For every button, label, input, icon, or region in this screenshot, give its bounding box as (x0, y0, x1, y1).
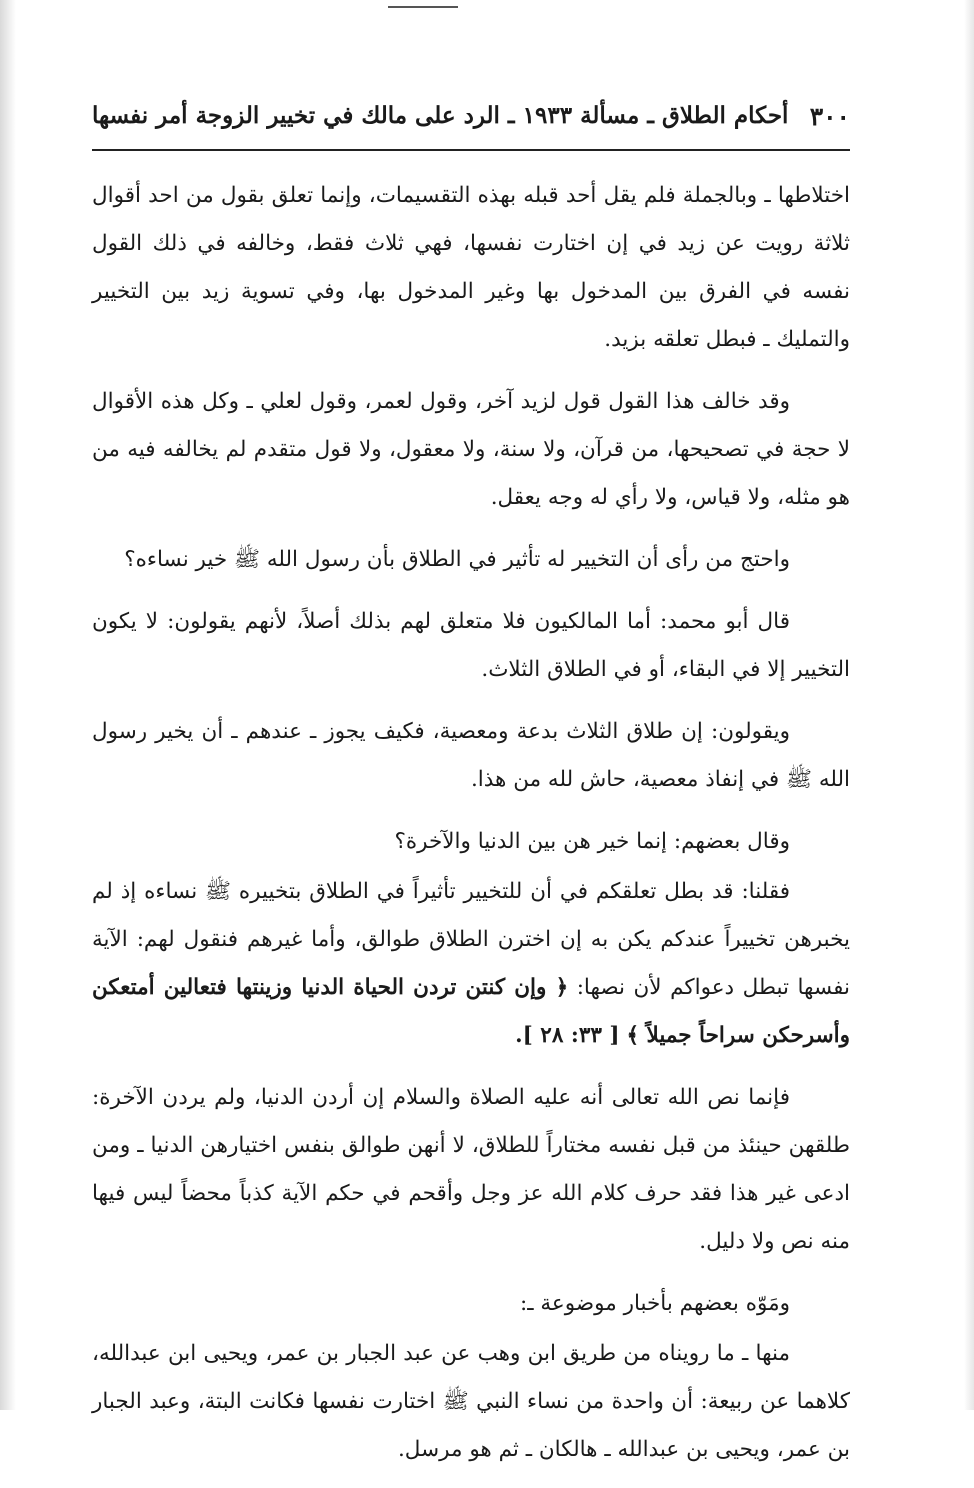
paragraph-text: فقلنا: قد بطل تعلقكم في أن للتخيير تأثيراً في الطلاق بتخييره ﷺ نساءه إذ لم يخبرهن تخييراً عندكم يكن به إن اخترن الطلاق طوالق، وأما غيرهم فنقول لهم: الآية نفسها تبطل دعواكم لأن نصها: (92, 879, 851, 1000)
paragraph: وقال بعضهم: إنما خير هن بين الدنيا والآخرة؟ (394, 829, 790, 854)
verse-reference: [ ٣٣: ٢٨ ]. (515, 1023, 620, 1048)
scan-left-edge (0, 0, 16, 1410)
paragraph: ومَوّه بعضهم بأخبار موضوعة ـ: (520, 1291, 790, 1316)
scan-right-edge (964, 0, 974, 1410)
page-number: ٣٠٠ (809, 102, 850, 131)
header-rule (92, 149, 850, 151)
paragraph: منها ـ ما رويناه من طريق ابن وهب عن عبد الجبار بن عمر، ويحيى ابن عبدالله، كلاهما عن ربيعة: أن واحدة من نساء النبي ﷺ اختارت نفسها فكانت البتة، وعبد الجبار بن عمر، ويحيى بن عبدالله ـ هالكان ـ ثم هو مرسل. (92, 1341, 850, 1462)
paragraph: اختلاطها ـ وبالجملة فلم يقل أحد قبله بهذه التقسيمات، وإنما تعلق بقول من احد أقوال ثلاثة رويت عن زيد في إن اختارت نفسها، فهي ثلاث فقط، وخالفه في ذلك القول نفسه في الفرق بين المدخول بها وغير المدخول بها، وفي تسوية زيد بين التخيير والتمليك ـ فبطل تعلقه بزيد. (92, 183, 850, 352)
paragraph: قال أبو محمد: أما المالكيون فلا متعلق لهم بذلك أصلاً، لأنهم يقولون: لا يكون التخيير إلا في البقاء، أو في الطلاق الثلاث. (92, 609, 850, 682)
page-header (92, 98, 850, 142)
paragraph: وقد خالف هذا القول قول لزيد آخر، وقول لعمر، وقول لعلي ـ وكل هذه الأقوال لا حجة في تصحيحها، من قرآن، ولا سنة، ولا معقول، ولا قول متقدم لم يخالفه فيه من هو مثله، ولا قياس، ولا رأي له وجه يعقل. (92, 389, 850, 510)
paragraph: فإنما نص الله تعالى أنه عليه الصلاة والسلام إن أردن الدنيا، ولم يردن الآخرة: طلقهن حينئذ من قبل نفسه مختاراً للطلاق، لا أنهن طوالق بنفس اختيارهن الدنيا ـ ومن ادعى غير هذا فقد حرف كلام الله عز وجل وأقحم في حكم الآية كذباً محضاً ليس فيها منه نص ولا دليل. (92, 1085, 850, 1254)
paragraph-with-quote (92, 868, 850, 1060)
paragraph: ويقولون: إن طلاق الثلاث بدعة ومعصية، فكيف يجوز ـ عندهم ـ أن يخير رسول الله ﷺ في إنفاذ معصية، حاش لله من هذا. (92, 719, 850, 792)
paragraph: واحتج من رأى أن التخيير له تأثير في الطلاق بأن رسول الله ﷺ خير نساءه؟ (124, 547, 790, 572)
running-title: أحكام الطلاق ـ مسألة ١٩٣٣ ـ الرد على مالك في تخيير الزوجة أمر نفسها (92, 102, 789, 129)
scan-top-mark (388, 6, 458, 8)
quran-quote: ﴿ وإن كنتن تردن الحياة الدنيا وزينتها فتعالين أمتعكن وأسرحكن سراحاً جميلاً ﴾ (92, 975, 850, 1048)
page-body (92, 172, 850, 1488)
